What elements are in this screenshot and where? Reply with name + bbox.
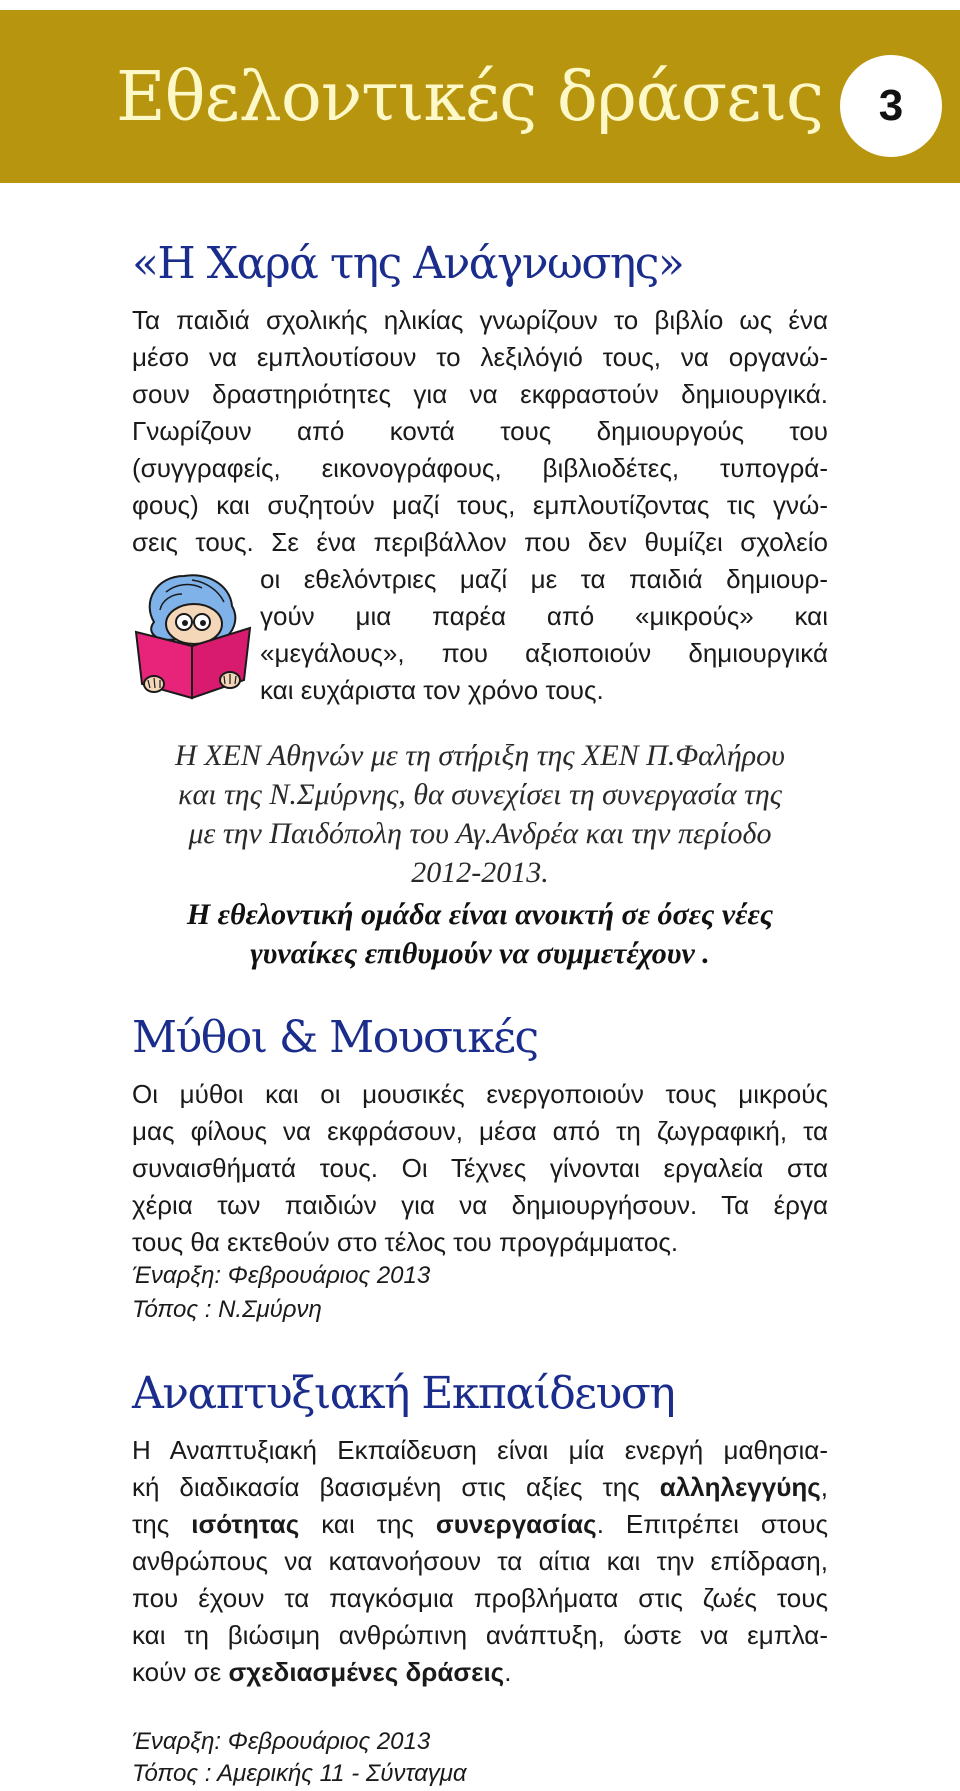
text-line: ανθρώπους να κατανοήσουν τα αίτια και την επίδραση, [132,1546,828,1576]
text-line: 2012-2013. [411,856,549,889]
section-3-start-date: Έναρξη: Φεβρουάριος 2013 [132,1728,431,1755]
text-line: μας φίλους να εκφράσουν, μέσα από τη ζωγραφική, τα [132,1116,828,1146]
text-line: και ευχάριστα τον χρόνο τους. [260,675,604,705]
section-3-paragraph [132,1432,828,1691]
section-2-location: Τόπος : Ν.Σμύρνη [132,1296,322,1323]
text-line: με την Παιδόπολη του Αγ.Ανδρέα και την περίοδο [188,817,772,850]
text-line: και τη βιώσιμη ανθρώπινη ανάπτυξη, ώστε να εμπλα- [132,1620,828,1650]
text-run: κή διαδικασία βασισμένη στις αξίες της [132,1472,660,1502]
section-3-location: Τόπος : Αμερικής 11 - Σύνταγμα [132,1760,467,1787]
text-line: συναισθήματά τους. Οι Τέχνες γίνονται εργαλεία στα [132,1153,828,1183]
text-line: τους θα εκτεθούν στο τέλος του προγράμματος. [132,1227,679,1257]
section-1-paragraph [132,302,828,561]
text-line [132,1654,828,1691]
bold-term-planned-actions: σχεδιασμένες δράσεις [228,1657,505,1687]
section-2-paragraph [132,1076,828,1261]
text-run: κούν σε [132,1657,229,1687]
text-line: Γνωρίζουν από κοντά τους δημιουργούς του [132,416,828,446]
partnership-note [120,736,840,892]
text-run: , [820,1472,828,1502]
child-reading-book-illustration [132,572,254,700]
text-line: (συγγραφείς, εικονογράφους, βιβλιοδέτες, τυπογρά- [132,453,828,483]
text-run: της [132,1509,192,1539]
text-run: και της [299,1509,436,1539]
bold-term-solidarity: αλληλεγγύης [659,1472,821,1502]
text-line: φους) και συζητούν μαζί τους, εμπλουτίζοντας τις γνώ- [132,490,828,520]
text-line: Οι μύθοι και οι μουσικές ενεργοποιούν τους μικρούς [132,1079,828,1109]
page-number-badge: 3 [840,55,942,157]
text-line: σεις τους. Σε ένα περιβάλλον που δεν θυμίζει σχολείο [132,527,828,557]
section-2-start-date: Έναρξη: Φεβρουάριος 2013 [132,1262,431,1289]
open-group-note [120,895,840,973]
bold-term-equality: ισότητας [191,1509,300,1539]
text-line: που έχουν τα παγκόσμια προβλήματα στις ζωές τους [132,1583,828,1613]
section-title-development-education: Αναπτυξιακή Εκπαίδευση [132,1368,675,1419]
text-line [132,1506,828,1543]
text-line: οι εθελόντριες μαζί με τα παιδιά δημιουρ- [260,564,828,594]
text-line: Η ΧΕΝ Αθηνών με τη στήριξη της ΧΕΝ Π.Φαλήρου [175,739,785,772]
section-title-myths-music: Μύθοι & Μουσικές [132,1012,538,1063]
text-line: Η Αναπτυξιακή Εκπαίδευση είναι μία ενεργή μαθησια- [132,1435,828,1465]
section-title-reading-joy: «Η Χαρά της Ανάγνωσης» [132,238,684,289]
section-1-indented-paragraph [260,561,828,709]
text-line: Τα παιδιά σχολικής ηλικίας γνωρίζουν το βιβλίο ως ένα [132,305,828,335]
text-run: . [504,1657,512,1687]
text-line: χέρια των παιδιών για να δημιουργήσουν. Τα έργα [132,1190,828,1220]
text-run: . Επιτρέπει στους [596,1509,829,1539]
text-line [132,1469,828,1506]
text-line: Η εθελοντική ομάδα είναι ανοικτή σε όσες νέες [186,898,774,931]
text-line: «μεγάλους», που αξιοποιούν δημιουργικά [260,638,828,668]
text-line: σουν δραστηριότητες για να εκφραστούν δημιουργικά. [132,379,828,409]
page-title: Εθελοντικές δράσεις [116,58,824,137]
text-line: και της Ν.Σμύρνης, θα συνεχίσει τη συνεργασία της [178,778,782,811]
text-line: μέσο να εμπλουτίσουν το λεξιλόγιό τους, να οργανώ- [132,342,828,372]
bold-term-cooperation: συνεργασίας [435,1509,597,1539]
text-line: γούν μια παρέα από «μικρούς» και [260,601,828,631]
text-line: γυναίκες επιθυμούν να συμμετέχουν . [250,937,710,970]
